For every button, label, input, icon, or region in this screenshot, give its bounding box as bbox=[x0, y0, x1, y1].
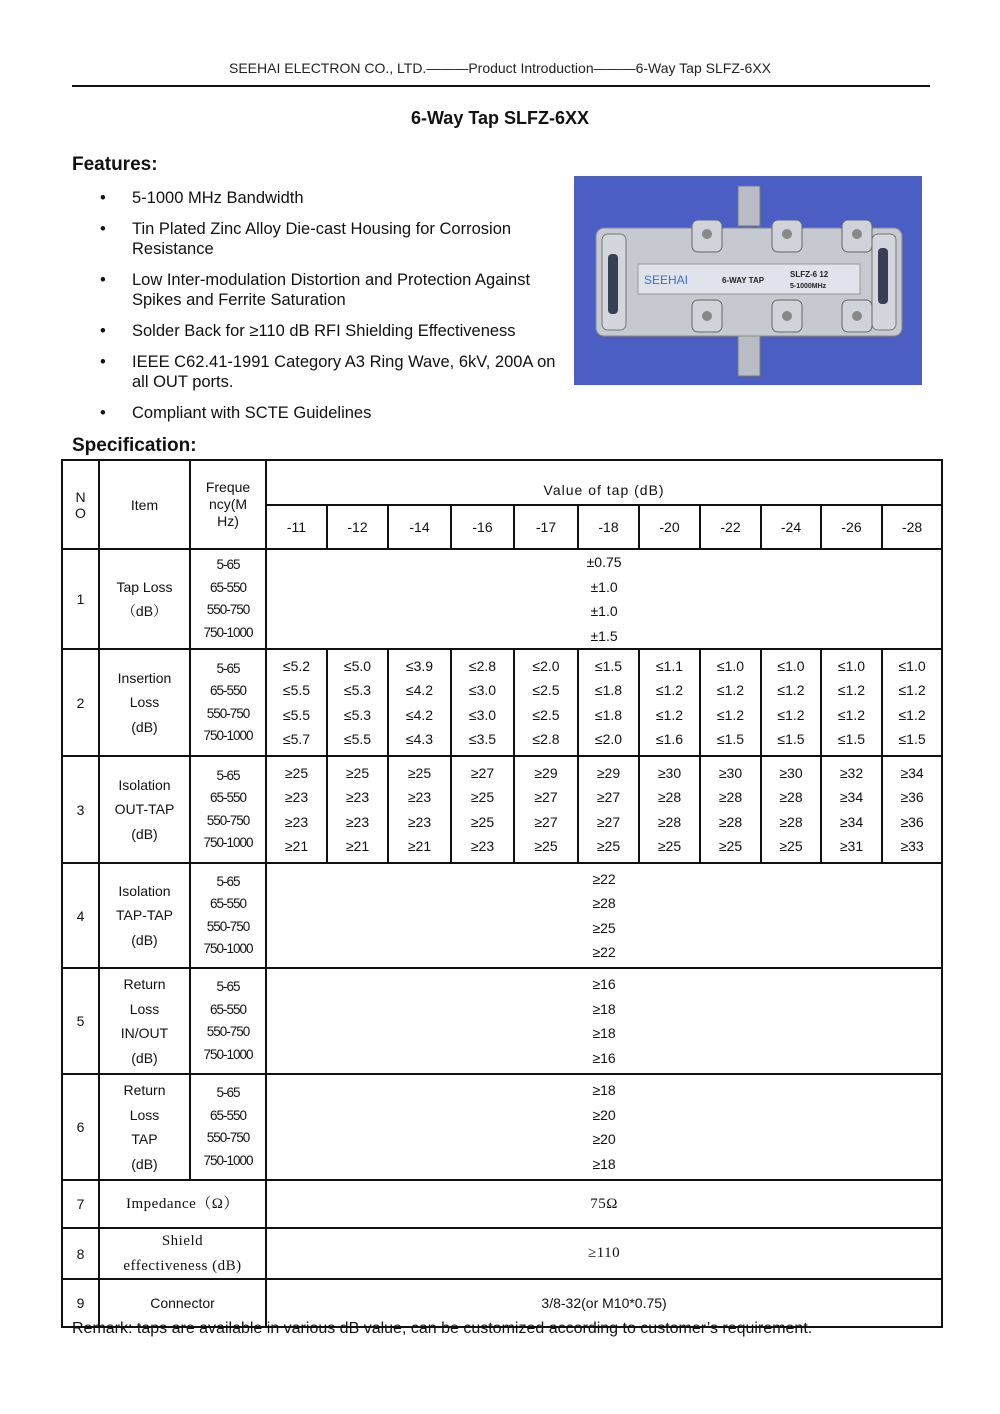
frequency-band: 550-750 bbox=[206, 812, 250, 828]
tap-value: ≤1.2 bbox=[777, 706, 805, 723]
tap-value-cell bbox=[821, 649, 882, 756]
tap-value: ≥23 bbox=[407, 813, 432, 830]
tap-value-cell bbox=[639, 756, 700, 863]
tap-value: ≤1.5 bbox=[898, 731, 926, 747]
item-label-line: (dB) bbox=[131, 1049, 158, 1066]
shared-value: ±1.5 bbox=[590, 627, 618, 644]
tap-value: ≥27 bbox=[596, 813, 621, 830]
col-header-frequency: Freque ncy(M Hz) bbox=[190, 460, 266, 549]
bullet-icon: • bbox=[100, 189, 106, 207]
frequency-band: 550-750 bbox=[206, 1130, 250, 1145]
svg-text:SEEHAI: SEEHAI bbox=[644, 273, 689, 287]
feature-item: • 5-1000 MHz Bandwidth bbox=[100, 189, 304, 207]
feature-item: • Tin Plated Zinc Alloy Die-cast Housing for Corrosion Resistance bbox=[100, 220, 512, 258]
tap-value: ≤5.5 bbox=[343, 731, 372, 747]
tap-header: -11 bbox=[266, 505, 327, 549]
tap-value-cell bbox=[388, 756, 451, 863]
tap-value: ≤2.0 bbox=[594, 731, 623, 747]
tap-value: ≤1.5 bbox=[777, 731, 805, 747]
tap-value-cell bbox=[882, 649, 942, 756]
tap-value: ≥36 bbox=[900, 813, 924, 830]
frequency-band: 5-65 bbox=[216, 557, 240, 572]
table-row bbox=[62, 649, 942, 756]
row-number: 2 bbox=[62, 649, 99, 756]
tap-value: ≤1.2 bbox=[837, 706, 866, 723]
item-label-line: Insertion bbox=[117, 669, 172, 686]
tap-value-cell bbox=[327, 756, 388, 863]
feature-item: • Solder Back for ≥110 dB RFI Shielding Effectiveness bbox=[100, 322, 516, 340]
tap-value-cell bbox=[882, 756, 942, 863]
tap-value: ≤1.0 bbox=[777, 657, 805, 674]
tap-value: ≥25 bbox=[284, 764, 309, 781]
tap-value: ≤1.2 bbox=[655, 706, 684, 723]
item-label-line: Impedance（Ω） bbox=[126, 1195, 239, 1212]
table-header-row bbox=[62, 460, 942, 505]
table-row bbox=[62, 968, 942, 1074]
tap-value: ≥25 bbox=[779, 838, 803, 854]
tap-value-cell bbox=[639, 649, 700, 756]
tap-value-cell bbox=[451, 649, 514, 756]
shared-value-cell bbox=[266, 1074, 942, 1180]
spec-body bbox=[62, 549, 942, 1327]
tap-value: ≤2.0 bbox=[532, 657, 560, 674]
shared-value: ≥18 bbox=[592, 1155, 616, 1172]
frequency-band: 550-750 bbox=[206, 602, 250, 617]
row-value: 75Ω bbox=[266, 1180, 942, 1228]
frequency-band: 550-750 bbox=[206, 1024, 250, 1039]
item-label-line: (dB) bbox=[131, 718, 158, 735]
tap-value: ≥31 bbox=[839, 838, 864, 854]
tap-value: ≤3.9 bbox=[405, 657, 434, 674]
row-item-label bbox=[99, 1228, 266, 1279]
tap-value: ≥27 bbox=[534, 813, 558, 830]
row-item-label bbox=[99, 1180, 266, 1228]
tap-value: ≥25 bbox=[470, 813, 495, 830]
row-number: 9 bbox=[62, 1279, 99, 1327]
shared-value: ±1.0 bbox=[590, 578, 618, 595]
item-label-line: Return bbox=[123, 976, 166, 992]
shared-value: ≥22 bbox=[592, 944, 616, 960]
tap-value: ≥21 bbox=[407, 838, 432, 854]
shared-value-cell bbox=[266, 863, 942, 968]
tap-value-cell bbox=[514, 649, 578, 756]
tap-value: ≥34 bbox=[839, 813, 864, 830]
svg-text:SLFZ-6 12: SLFZ-6 12 bbox=[790, 270, 829, 279]
specification-table bbox=[61, 459, 943, 1328]
tap-value: ≥21 bbox=[345, 838, 370, 854]
frequency-band: 65-550 bbox=[209, 683, 247, 698]
tap-value-cell bbox=[761, 649, 821, 756]
tap-value-cell bbox=[514, 756, 578, 863]
frequency-band: 550-750 bbox=[206, 705, 250, 721]
frequency-bands bbox=[190, 649, 266, 756]
frequency-band: 5-65 bbox=[216, 979, 240, 994]
table-row bbox=[62, 863, 942, 968]
shared-value: ≥20 bbox=[592, 1106, 616, 1123]
item-label-line: Loss bbox=[129, 1000, 160, 1017]
frequency-band: 65-550 bbox=[209, 1001, 247, 1017]
item-label-line: IN/OUT bbox=[120, 1025, 169, 1041]
tap-value: ≤1.2 bbox=[716, 706, 745, 723]
tap-value: ≥27 bbox=[596, 789, 621, 805]
shared-value: ≥28 bbox=[592, 895, 616, 911]
shared-value: ≥16 bbox=[592, 976, 616, 992]
tap-value: ≥28 bbox=[657, 789, 682, 805]
table-row bbox=[62, 549, 942, 649]
tap-header: -20 bbox=[639, 505, 700, 549]
tap-value-cell bbox=[821, 756, 882, 863]
shared-value: ≥25 bbox=[592, 919, 616, 936]
tap-value: ≥23 bbox=[284, 813, 309, 830]
col-header-no: N O bbox=[62, 460, 99, 549]
shared-value-cell bbox=[266, 968, 942, 1074]
tap-value: ≤1.2 bbox=[655, 682, 684, 698]
item-label-line: Isolation bbox=[118, 776, 171, 793]
frequency-band: 750-1000 bbox=[203, 835, 253, 850]
tap-value: ≤2.5 bbox=[532, 706, 560, 723]
item-label-line: Tap Loss bbox=[116, 578, 173, 595]
tap-value: ≤5.0 bbox=[343, 657, 372, 674]
item-label-line: Isolation bbox=[118, 882, 171, 899]
tap-value: ≥25 bbox=[407, 764, 432, 781]
page-title: 6-Way Tap SLFZ-6XX bbox=[410, 108, 590, 128]
tap-value: ≥25 bbox=[345, 764, 370, 781]
tap-value: ≤1.0 bbox=[898, 657, 926, 674]
features-list bbox=[100, 188, 570, 434]
running-header: SEEHAI ELECTRON CO., LTD.———Product Introduction———6-Way Tap SLFZ-6XX bbox=[228, 60, 771, 76]
item-label-line: Loss bbox=[129, 694, 160, 711]
frequency-band: 750-1000 bbox=[203, 1046, 253, 1062]
frequency-band: 5-65 bbox=[216, 767, 240, 783]
row-value: 3/8-32(or M10*0.75) bbox=[266, 1279, 942, 1327]
tap-value: ≥25 bbox=[718, 838, 743, 854]
feature-item: • IEEE C62.41-1991 Category A3 Ring Wave, 6kV, 200A on all OUT ports. bbox=[100, 353, 556, 391]
shared-value: ±1.0 bbox=[590, 603, 618, 619]
item-label-line: Shield bbox=[161, 1233, 204, 1249]
item-label-line: TAP bbox=[131, 1131, 158, 1147]
tap-value: ≤1.2 bbox=[898, 682, 926, 698]
frequency-band: 750-1000 bbox=[203, 624, 253, 640]
shared-value: ≥18 bbox=[592, 1025, 616, 1041]
tap-value-cell bbox=[266, 649, 327, 756]
row-number: 6 bbox=[62, 1074, 99, 1180]
tap-value: ≤2.5 bbox=[532, 682, 560, 698]
tap-value: ≤5.2 bbox=[282, 657, 311, 674]
frequency-bands bbox=[190, 549, 266, 649]
shared-value: ≥20 bbox=[592, 1131, 616, 1147]
shared-value: ≥16 bbox=[592, 1049, 616, 1066]
tap-value-cell bbox=[327, 649, 388, 756]
tap-value: ≥29 bbox=[596, 764, 621, 781]
shared-value: ≥22 bbox=[592, 870, 616, 887]
bullet-icon: • bbox=[100, 322, 106, 340]
remark-text: Remark: taps are available in various dB value, can be customized according to customer’s requirement. bbox=[72, 1320, 813, 1337]
row-number: 5 bbox=[62, 968, 99, 1074]
frequency-band: 750-1000 bbox=[203, 941, 253, 956]
tap-value: ≤2.8 bbox=[468, 657, 497, 674]
tap-value: ≥36 bbox=[900, 789, 924, 805]
tap-value: ≤4.3 bbox=[405, 731, 434, 747]
product-photo bbox=[574, 176, 922, 385]
frequency-bands bbox=[190, 1074, 266, 1180]
item-label-line: (dB) bbox=[131, 825, 158, 842]
tap-value: ≤1.8 bbox=[594, 706, 623, 723]
tap-header: -18 bbox=[578, 505, 639, 549]
tap-value: ≤3.0 bbox=[468, 682, 497, 698]
header-divider bbox=[72, 85, 930, 87]
frequency-band: 750-1000 bbox=[203, 728, 253, 743]
frequency-band: 65-550 bbox=[209, 790, 247, 805]
row-number: 3 bbox=[62, 756, 99, 863]
tap-value: ≥27 bbox=[470, 764, 495, 781]
tap-value: ≥23 bbox=[407, 789, 432, 805]
table-row bbox=[62, 1228, 942, 1279]
item-label-line: Return bbox=[123, 1082, 166, 1098]
row-item-label bbox=[99, 649, 190, 756]
row-item-label bbox=[99, 1074, 190, 1180]
tap-value: ≤1.2 bbox=[777, 682, 805, 698]
tap-value-cell bbox=[451, 756, 514, 863]
bullet-icon: • bbox=[100, 353, 106, 371]
tap-header: -17 bbox=[514, 505, 578, 549]
tap-value: ≥28 bbox=[779, 789, 803, 805]
features-heading: Features: bbox=[72, 154, 158, 175]
row-number: 7 bbox=[62, 1180, 99, 1228]
row-value: ≥110 bbox=[266, 1228, 942, 1279]
bullet-icon: • bbox=[100, 220, 106, 238]
tap-value: ≥29 bbox=[534, 764, 558, 781]
tap-value: ≤1.2 bbox=[898, 706, 926, 723]
feature-item: • Compliant with SCTE Guidelines bbox=[100, 404, 372, 422]
col-header-tap-group: Value of tap (dB) bbox=[266, 460, 942, 505]
tap-value: ≥23 bbox=[284, 789, 309, 805]
tap-value-cell bbox=[578, 756, 639, 863]
tap-value: ≤5.5 bbox=[282, 682, 311, 698]
tap-value: ≥30 bbox=[718, 764, 743, 781]
tap-value: ≥25 bbox=[470, 789, 495, 805]
tap-header: -26 bbox=[821, 505, 882, 549]
tap-value: ≥28 bbox=[718, 813, 743, 830]
row-item-label bbox=[99, 968, 190, 1074]
tap-value-cell bbox=[761, 756, 821, 863]
tap-value-cell bbox=[700, 756, 761, 863]
tap-header: -24 bbox=[761, 505, 821, 549]
tap-value: ≤1.5 bbox=[716, 731, 745, 747]
item-label-line: （dB） bbox=[121, 603, 168, 619]
item-label-line: TAP-TAP bbox=[115, 907, 174, 924]
bullet-icon: • bbox=[100, 271, 106, 289]
table-row bbox=[62, 756, 942, 863]
tap-value: ≤5.5 bbox=[282, 706, 311, 723]
tap-value: ≤1.2 bbox=[837, 682, 866, 698]
frequency-band: 65-550 bbox=[209, 579, 247, 595]
shared-value: ≥18 bbox=[592, 1000, 616, 1017]
tap-value: ≤4.2 bbox=[405, 706, 434, 723]
tap-value: ≤5.3 bbox=[343, 706, 372, 723]
frequency-bands bbox=[190, 756, 266, 863]
frequency-band: 550-750 bbox=[206, 918, 250, 934]
tap-value: ≤5.7 bbox=[282, 731, 311, 747]
row-number: 1 bbox=[62, 549, 99, 649]
tap-value: ≤1.0 bbox=[716, 657, 745, 674]
tap-value: ≥28 bbox=[779, 813, 803, 830]
tap-value: ≥32 bbox=[839, 764, 864, 781]
svg-text:5-1000MHz: 5-1000MHz bbox=[790, 283, 827, 290]
item-label-line: OUT-TAP bbox=[114, 801, 175, 818]
tap-value: ≥27 bbox=[534, 789, 558, 805]
tap-value: ≤1.5 bbox=[594, 657, 623, 674]
frequency-band: 65-550 bbox=[209, 1107, 247, 1123]
tap-header: -22 bbox=[700, 505, 761, 549]
shared-value: ±0.75 bbox=[586, 554, 622, 570]
tap-value: ≤1.8 bbox=[594, 682, 623, 698]
row-item-label bbox=[99, 756, 190, 863]
tap-value: ≥25 bbox=[657, 838, 682, 854]
tap-header: -16 bbox=[451, 505, 514, 549]
feature-item: • Low Inter-modulation Distortion and Protection Against Spikes and Ferrite Saturation bbox=[100, 271, 531, 309]
tap-value: ≤2.8 bbox=[532, 731, 560, 747]
frequency-band: 5-65 bbox=[216, 660, 240, 676]
row-number: 8 bbox=[62, 1228, 99, 1279]
frequency-bands bbox=[190, 968, 266, 1074]
tap-value: ≥23 bbox=[345, 789, 370, 805]
row-item-label bbox=[99, 549, 190, 649]
tap-value: ≥33 bbox=[900, 838, 924, 854]
item-label-line: (dB) bbox=[131, 1155, 158, 1172]
item-label-line: (dB) bbox=[131, 931, 158, 948]
bullet-icon: • bbox=[100, 404, 106, 422]
tap-value-cell bbox=[266, 756, 327, 863]
tap-value: ≤5.3 bbox=[343, 682, 372, 698]
tap-header: -12 bbox=[327, 505, 388, 549]
tap-header: -28 bbox=[882, 505, 942, 549]
frequency-bands bbox=[190, 863, 266, 968]
tap-value: ≥30 bbox=[779, 764, 803, 781]
tap-value-cell bbox=[578, 649, 639, 756]
shared-value: ≥18 bbox=[592, 1082, 616, 1098]
tap-value: ≥34 bbox=[839, 789, 864, 805]
tap-value: ≤1.0 bbox=[837, 657, 866, 674]
shared-value-cell bbox=[266, 549, 942, 649]
tap-value-cell bbox=[700, 649, 761, 756]
item-label-line: effectiveness (dB) bbox=[123, 1257, 242, 1274]
item-label-line: Loss bbox=[129, 1106, 160, 1123]
tap-value-cell bbox=[388, 649, 451, 756]
tap-value: ≤1.2 bbox=[716, 682, 745, 698]
tap-value: ≥25 bbox=[534, 838, 558, 854]
tap-value: ≥23 bbox=[345, 813, 370, 830]
specification-heading: Specification: bbox=[72, 435, 197, 456]
col-header-item: Item bbox=[99, 460, 190, 549]
tap-value: ≥23 bbox=[470, 838, 495, 854]
tap-value: ≥28 bbox=[657, 813, 682, 830]
tap-value: ≤3.0 bbox=[468, 706, 497, 723]
table-row bbox=[62, 1074, 942, 1180]
tap-value: ≥25 bbox=[596, 838, 621, 854]
frequency-band: 750-1000 bbox=[203, 1152, 253, 1168]
table-row bbox=[62, 1180, 942, 1228]
item-label-line: Connector bbox=[150, 1294, 215, 1311]
tap-value: ≥30 bbox=[657, 764, 682, 781]
tap-value: ≤1.5 bbox=[837, 731, 866, 747]
tap-value: ≤1.1 bbox=[655, 657, 684, 674]
tap-value: ≥28 bbox=[718, 789, 743, 805]
tap-value: ≥34 bbox=[900, 764, 924, 781]
tap-value: ≤1.6 bbox=[655, 731, 684, 747]
frequency-band: 5-65 bbox=[216, 873, 240, 889]
tap-value: ≤3.5 bbox=[468, 731, 497, 747]
row-number: 4 bbox=[62, 863, 99, 968]
tap-value: ≥21 bbox=[284, 838, 309, 854]
svg-text:6-WAY TAP: 6-WAY TAP bbox=[722, 276, 765, 285]
row-item-label bbox=[99, 863, 190, 968]
tap-value: ≤4.2 bbox=[405, 682, 434, 698]
frequency-band: 5-65 bbox=[216, 1085, 240, 1100]
tap-header: -14 bbox=[388, 505, 451, 549]
six-way-tap-image bbox=[574, 176, 922, 385]
frequency-band: 65-550 bbox=[209, 896, 247, 911]
